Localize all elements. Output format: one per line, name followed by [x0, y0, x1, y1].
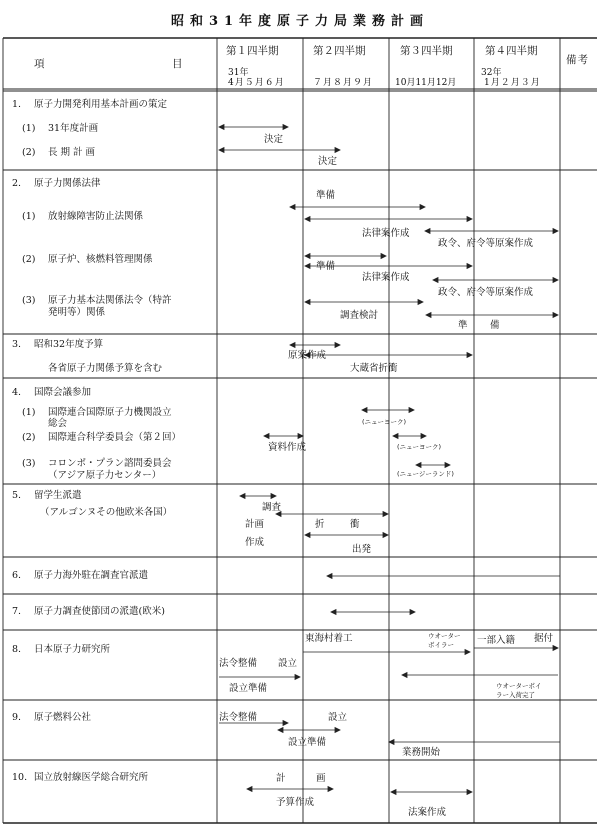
header-months2: ７月８月９月	[313, 78, 374, 88]
bar-label: 法律案作成	[362, 228, 410, 239]
header-months4: 1月２月３月	[484, 78, 541, 88]
sub-label: 放射線障害防止法関係	[48, 211, 144, 222]
section-title: 原子力関係法律	[34, 178, 101, 189]
section-sub: 各省原子力関係予算を含む	[48, 363, 163, 374]
section-title: 国際会議参加	[34, 387, 92, 398]
sub-label: 国際連合科学委員会（第２回）	[48, 432, 182, 443]
bar-label: 法律案作成	[362, 272, 410, 283]
bar-label: 資料作成	[268, 442, 307, 453]
sub-label: 国際連合国際原子力機関設立	[48, 407, 172, 418]
bar-label: 調査	[262, 502, 282, 513]
sub-label-line2: （アジア原子力センター）	[48, 470, 162, 481]
sub-number: (1)	[22, 211, 36, 222]
sub-number: (2)	[22, 147, 36, 158]
section-number: 6.	[12, 570, 22, 581]
sub-label-line2: 発明等）関係	[48, 307, 106, 318]
section-number: 3.	[12, 339, 22, 350]
sub-number: (2)	[22, 432, 36, 443]
bar-label: 準備	[316, 261, 336, 272]
header-q1: 第１四半期	[226, 45, 279, 57]
sub-number: (1)	[22, 407, 36, 418]
bar-label: ラー入荷完了	[496, 691, 535, 699]
bar-label: 据付	[534, 633, 554, 644]
section-title: 留学生派遣	[34, 490, 82, 501]
bar-label: 計画	[245, 519, 265, 530]
section-number: 10.	[12, 772, 28, 783]
section-title: 原子力海外駐在調査官派遣	[34, 570, 149, 581]
bar-label: 業務開始	[402, 747, 441, 758]
header-item-right: 目	[172, 58, 183, 70]
section-title: 原子燃料公社	[34, 712, 92, 723]
bar-label: (ニューヨーク)	[362, 418, 407, 426]
bar-label: (ニュージーランド)	[397, 470, 454, 478]
section-number: 9.	[12, 712, 22, 723]
bar-label: 一部入籍	[477, 635, 516, 646]
bar-label: 衝	[350, 519, 360, 530]
section-title: 原子力開発利用基本計画の策定	[34, 99, 168, 110]
header-year1: 31年	[228, 68, 249, 78]
header-months1: 4月５月６月	[228, 78, 285, 88]
bar-label: ウオーターボイ	[496, 682, 542, 690]
bar-label: 設立準備	[229, 683, 268, 694]
section-number: 7.	[12, 606, 22, 617]
bar-label: 政令、府令等原案作成	[438, 238, 534, 249]
sub-label-line2: 総会	[48, 418, 68, 429]
bar-label: 準	[458, 320, 468, 331]
bar-label: 大蔵省折衝	[350, 363, 398, 374]
bar-label: 設立	[328, 712, 348, 723]
bar-label: 備	[490, 320, 500, 331]
section-number: 2.	[12, 178, 22, 189]
bar-label: 画	[316, 773, 326, 784]
bar-label: 政令、府令等原案作成	[438, 287, 534, 298]
sub-label: 31年度計画	[48, 123, 99, 134]
section-sub: （アルゴンヌその他欧米各国）	[40, 507, 173, 518]
sub-label: 原子炉、核燃料管理関係	[48, 254, 153, 265]
header-item-left: 項	[34, 58, 45, 70]
bar-label: 決定	[318, 156, 338, 167]
page-title: 昭和31年度原子力局業務計画	[170, 14, 430, 29]
bar-label: 作成	[245, 537, 265, 548]
bar-label: 出発	[352, 544, 372, 555]
section-title: 昭和32年度予算	[34, 339, 104, 350]
bar-label: 設立準備	[288, 737, 327, 748]
bar-label: 法令整備	[219, 658, 258, 669]
bar-label: 法令整備	[219, 712, 258, 723]
sub-label: 長期計画	[48, 147, 99, 158]
bar-label: 法案作成	[408, 807, 447, 818]
bar-label: 調査検討	[340, 310, 379, 321]
section-title: 国立放射線医学総合研究所	[34, 772, 149, 783]
header-q2: 第２四半期	[313, 45, 366, 57]
section-number: 5.	[12, 490, 22, 501]
bar-label: 準備	[316, 190, 336, 201]
section-title: 日本原子力研究所	[34, 644, 111, 655]
bar-label: 決定	[264, 134, 284, 145]
bar-label: 東海村着工	[305, 633, 353, 644]
bar-label: (ニューヨーク)	[397, 443, 442, 451]
bar-label: 予算作成	[276, 797, 315, 808]
header-q4: 第４四半期	[485, 45, 538, 57]
section-number: 8.	[12, 644, 22, 655]
sub-number: (1)	[22, 123, 36, 134]
sub-number: (2)	[22, 254, 36, 265]
header-remarks: 備考	[566, 54, 589, 66]
bar-label: ウオーター	[428, 632, 461, 640]
bar-label: 原案作成	[288, 350, 327, 361]
header-year2: 32年	[481, 68, 502, 78]
header-q3: 第３四半期	[400, 45, 453, 57]
section-number: 4.	[12, 387, 22, 398]
sub-label: 原子力基本法関係法令（特許	[48, 295, 172, 306]
bar-label: 計	[276, 773, 286, 784]
sub-label: コロンボ・プラン諮問委員会	[48, 458, 172, 469]
sub-number: (3)	[22, 295, 36, 306]
bar-label: 折	[315, 519, 325, 530]
header-months3: 10月11月12月	[395, 78, 457, 88]
section-number: 1.	[12, 99, 22, 110]
section-title: 原子力調査使節団の派遣(欧米)	[34, 606, 165, 617]
sub-number: (3)	[22, 458, 36, 469]
bar-label: 設立	[278, 658, 298, 669]
bar-label: ボイラー	[428, 641, 454, 649]
